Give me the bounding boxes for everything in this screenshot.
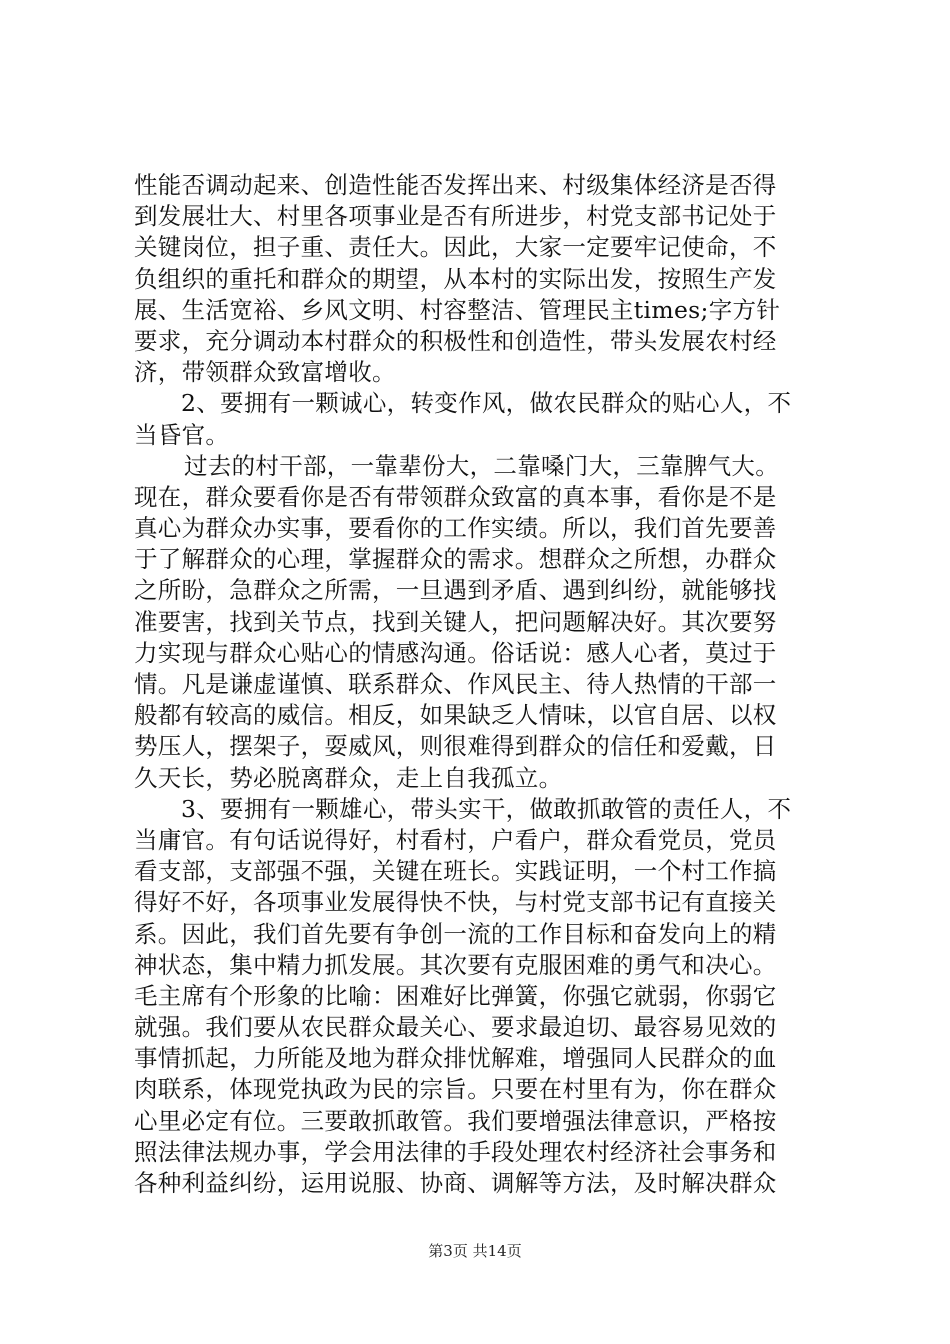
text-line: 就强。我们要从农民群众最关心、要求最迫切、最容易见效的 xyxy=(134,1013,777,1042)
text-line: 照法律法规办事，学会用法律的手段处理农村经济社会事务和 xyxy=(134,1137,777,1166)
text-line: 各种利益纠纷，运用说服、协商、调解等方法，及时解决群众 xyxy=(134,1169,777,1197)
paragraph-first-line: 过去的村干部，一靠辈份大，二靠嗓门大，三靠脾气大。 xyxy=(184,451,779,480)
text-line: 要求，充分调动本村群众的积极性和创造性，带头发展农村经 xyxy=(134,326,777,355)
text-line: 势压人，摆架子，耍威风，则很难得到群众的信任和爱戴，日 xyxy=(134,732,777,761)
text-line: 当庸官。有句话说得好，村看村，户看户，群众看党员，党员 xyxy=(134,825,777,854)
text-line: 心里必定有位。三要敢抓敢管。我们要增强法律意识，严格按 xyxy=(134,1106,777,1135)
text-line: 力实现与群众心贴心的情感沟通。俗话说：感人心者，莫过于 xyxy=(134,638,777,667)
text-line: 毛主席有个形象的比喻：困难好比弹簧，你强它就弱，你弱它 xyxy=(134,981,777,1010)
text-line: 看支部，支部强不强，关键在班长。实践证明，一个村工作搞 xyxy=(134,857,777,886)
text-line: 得好不好，各项事业发展得快不快，与村党支部书记有直接关 xyxy=(134,888,777,917)
text-line: 性能否调动起来、创造性能否发挥出来、村级集体经济是否得 xyxy=(134,171,777,199)
text-line: 神状态，集中精力抓发展。其次要有克服困难的勇气和决心。 xyxy=(134,950,777,979)
text-line: 之所盼，急群众之所需，一旦遇到矛盾、遇到纠纷，就能够找 xyxy=(134,576,777,605)
text-line: 于了解群众的心理，掌握群众的需求。想群众之所想，办群众 xyxy=(134,545,777,574)
text-line: 事情抓起，力所能及地为群众排忧解难，增强同人民群众的血 xyxy=(134,1044,777,1073)
section-heading-line: 2、要拥有一颗诚心，转变作风，做农民群众的贴心人，不 xyxy=(181,389,792,418)
section-heading-line: 3、要拥有一颗雄心，带头实干，做敢抓敢管的责任人，不 xyxy=(181,794,792,823)
text-line: 现在，群众要看你是否有带领群众致富的真本事，看你是不是 xyxy=(134,482,777,511)
text-line: 情。凡是谦虚谨慎、联系群众、作风民主、待人热情的干部一 xyxy=(134,670,777,698)
text-line: 关键岗位，担子重、责任大。因此，大家一定要牢记使命，不 xyxy=(134,233,777,262)
text-line: 到发展壮大、村里各项事业是否有所进步，村党支部书记处于 xyxy=(134,202,777,231)
text-line: 准要害，找到关节点，找到关键人，把问题解决好。其次要努 xyxy=(134,607,777,636)
body-text xyxy=(134,170,826,1199)
text-line: 肉联系，体现党执政为民的宗旨。只要在村里有为，你在群众 xyxy=(134,1075,777,1104)
text-line: 系。因此，我们首先要有争创一流的工作目标和奋发向上的精 xyxy=(134,919,777,948)
text-line: 真心为群众办实事，要看你的工作实绩。所以，我们首先要善 xyxy=(134,514,777,543)
text-line: 负组织的重托和群众的期望，从本村的实际出发，按照生产发 xyxy=(134,264,777,293)
text-line: 当昏官。 xyxy=(134,420,230,449)
text-line: 展、生活宽裕、乡风文明、村容整洁、管理民主times;字方针 xyxy=(134,295,781,324)
text-line: 济，带领群众致富增收。 xyxy=(134,358,396,387)
text-line: 久天长，势必脱离群众，走上自我孤立。 xyxy=(134,763,563,792)
text-line: 般都有较高的威信。相反，如果缺乏人情味，以官自居、以权 xyxy=(134,701,777,730)
page-number-footer: 第3页 共14页 xyxy=(428,1242,522,1260)
